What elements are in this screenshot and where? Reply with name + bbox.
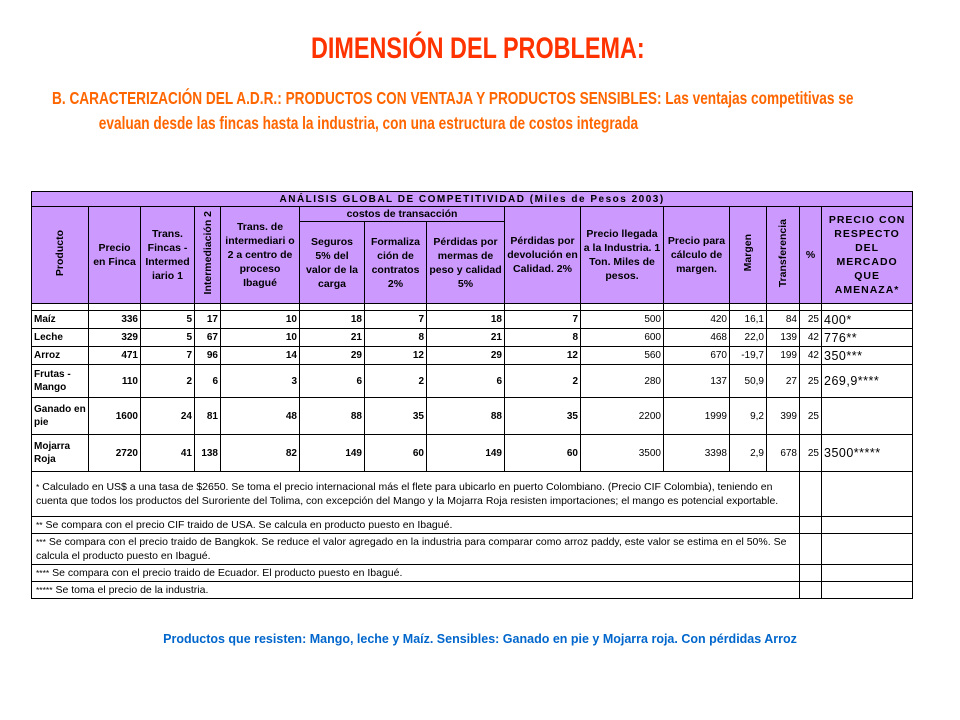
- col-header-transferencia: Transferencia: [777, 218, 789, 288]
- footnote-text: Se compara con el precio traido de Bangkok. Se reduce el valor agregado en la industria para comparar como arroz paddy, este valor se estima en el 50%. Se calcula el producto puesto en Ibagué.: [36, 536, 787, 562]
- cell-trans-intermediario: 10: [221, 311, 300, 329]
- col-header-trans-fincas: Trans. Fincas - Intermed iario 1: [141, 207, 195, 304]
- footnote-text: Se compara con el precio traido de Ecuador. El producto puesto en Ibagué.: [52, 567, 403, 579]
- cell-intermediacion: 96: [195, 347, 221, 365]
- cell-producto: Frutas - Mango: [32, 365, 89, 398]
- subtitle-line-1: B. CARACTERIZACIÓN DEL A.D.R.: PRODUCTOS CON VENTAJA Y PRODUCTOS SENSIBLES: Las ventajas competitivas se: [52, 88, 854, 108]
- cell-precio-finca: 2720: [89, 435, 141, 472]
- empty-cell: [822, 582, 913, 599]
- cell-intermediacion: 17: [195, 311, 221, 329]
- cell-margen: 50,9: [730, 365, 767, 398]
- cell-perdidas-mermas: 149: [427, 435, 505, 472]
- cell-perdidas-mermas: 21: [427, 329, 505, 347]
- cell-margen: 9,2: [730, 398, 767, 435]
- col-header-precio-mercado: PRECIO CON RESPECTO DEL MERCADO QUE AMENAZA*: [822, 207, 913, 304]
- cell-seguros: 6: [300, 365, 365, 398]
- cell-intermediacion: 138: [195, 435, 221, 472]
- footnote-row: [32, 517, 913, 534]
- cell-perdidas-mermas: 18: [427, 311, 505, 329]
- cell-transferencia: 199: [767, 347, 800, 365]
- col-header-perdidas-devolucion: Pérdidas por devolución en Calidad. 2%: [505, 207, 581, 304]
- cell-pct: 25: [800, 311, 822, 329]
- cell-perdidas-mermas: 29: [427, 347, 505, 365]
- cell-precio-industria: 500: [581, 311, 664, 329]
- cell-seguros: 149: [300, 435, 365, 472]
- col-header-formalizacion: Formaliza ción de contratos 2%: [365, 222, 427, 304]
- page-title: DIMENSIÓN DEL PROBLEMA:: [310, 32, 645, 65]
- cell-seguros: 18: [300, 311, 365, 329]
- col-header-pct: %: [800, 207, 822, 304]
- footnote-marker: ***: [36, 537, 46, 547]
- footnote-marker: **: [36, 520, 43, 530]
- cell-producto: Mojarra Roja: [32, 435, 89, 472]
- cell-precio-margen: 1999: [664, 398, 730, 435]
- cell-seguros: 21: [300, 329, 365, 347]
- empty-cell: [800, 534, 822, 565]
- col-header-trans-intermediario: Trans. de intermediari o 2 a centro de proceso Ibagué: [221, 207, 300, 304]
- cell-precio-industria: 280: [581, 365, 664, 398]
- table-banner: ANÁLISIS GLOBAL DE COMPETITIVIDAD (Miles de Pesos 2003): [32, 192, 913, 207]
- cell-perdidas-mermas: 88: [427, 398, 505, 435]
- cell-precio-industria: 560: [581, 347, 664, 365]
- cell-margen: 16,1: [730, 311, 767, 329]
- cell-formalizacion: 60: [365, 435, 427, 472]
- footnote-text: Calculado en US$ a una tasa de $2650. Se toma el precio internacional más el flete para ubicarlo en puerto Colombiano. (Precio CIF Colombia), teniendo en cuenta que todos los productos del Suroriente del Tolima, con excepción del Mango y la Mojarra Roja resisten importaciones; el mango es potencial exportable.: [36, 481, 779, 507]
- cell-formalizacion: 12: [365, 347, 427, 365]
- cell-trans-fincas: 5: [141, 311, 195, 329]
- footnote-row: [32, 565, 913, 582]
- cell-precio-finca: 1600: [89, 398, 141, 435]
- cell-trans-fincas: 41: [141, 435, 195, 472]
- cell-intermediacion: 67: [195, 329, 221, 347]
- page-subtitle: [52, 86, 887, 136]
- cell-precio-mercado: 776**: [822, 329, 913, 347]
- table-row: [32, 329, 913, 347]
- footnote-row: [32, 582, 913, 599]
- cell-trans-intermediario: 10: [221, 329, 300, 347]
- col-header-producto: Producto: [54, 229, 66, 277]
- cell-perdidas-devolucion: 7: [505, 311, 581, 329]
- col-header-precio-industria: Precio llegada a la Industria. 1 Ton. Miles de pesos.: [581, 207, 664, 304]
- cell-pct: 42: [800, 329, 822, 347]
- empty-cell: [822, 565, 913, 582]
- cell-producto: Leche: [32, 329, 89, 347]
- cell-perdidas-devolucion: 8: [505, 329, 581, 347]
- cell-pct: 25: [800, 398, 822, 435]
- cell-pct: 25: [800, 365, 822, 398]
- cell-transferencia: 139: [767, 329, 800, 347]
- table-row: [32, 435, 913, 472]
- cell-precio-mercado: 3500*****: [822, 435, 913, 472]
- cell-producto: Ganado en pie: [32, 398, 89, 435]
- cell-perdidas-devolucion: 60: [505, 435, 581, 472]
- cell-perdidas-devolucion: 2: [505, 365, 581, 398]
- cell-trans-intermediario: 3: [221, 365, 300, 398]
- empty-cell: [822, 472, 913, 517]
- cell-transferencia: 84: [767, 311, 800, 329]
- cell-intermediacion: 81: [195, 398, 221, 435]
- cell-seguros: 29: [300, 347, 365, 365]
- footnote-text: Se compara con el precio CIF traido de USA. Se calcula en producto puesto en Ibagué.: [45, 519, 453, 531]
- empty-cell: [800, 582, 822, 599]
- cell-perdidas-devolucion: 35: [505, 398, 581, 435]
- cell-seguros: 88: [300, 398, 365, 435]
- empty-cell: [800, 517, 822, 534]
- cell-transferencia: 678: [767, 435, 800, 472]
- table-row: [32, 365, 913, 398]
- cell-trans-fincas: 2: [141, 365, 195, 398]
- cell-precio-mercado: 350***: [822, 347, 913, 365]
- cell-pct: 42: [800, 347, 822, 365]
- cell-formalizacion: 2: [365, 365, 427, 398]
- cell-producto: Maíz: [32, 311, 89, 329]
- cell-precio-margen: 420: [664, 311, 730, 329]
- cell-precio-mercado: [822, 398, 913, 435]
- cell-precio-finca: 329: [89, 329, 141, 347]
- footnote-row: [32, 534, 913, 565]
- footnote-row: [32, 472, 913, 517]
- conclusion-footer: Productos que resisten: Mango, leche y Maíz. Sensibles: Ganado en pie y Mojarra roja. Con pérdidas Arroz: [163, 632, 797, 646]
- table-row: [32, 347, 913, 365]
- cell-precio-industria: 2200: [581, 398, 664, 435]
- empty-cell: [800, 565, 822, 582]
- footnote-marker: *: [36, 482, 40, 492]
- cell-margen: 22,0: [730, 329, 767, 347]
- cell-precio-margen: 468: [664, 329, 730, 347]
- col-header-seguros: Seguros 5% del valor de la carga: [300, 222, 365, 304]
- cell-trans-intermediario: 14: [221, 347, 300, 365]
- cell-precio-mercado: 400*: [822, 311, 913, 329]
- cell-trans-intermediario: 82: [221, 435, 300, 472]
- footnote-text: Se toma el precio de la industria.: [55, 584, 209, 596]
- cell-precio-industria: 3500: [581, 435, 664, 472]
- col-header-precio-margen: Precio para cálculo de margen.: [664, 207, 730, 304]
- empty-cell: [800, 472, 822, 517]
- cell-producto: Arroz: [32, 347, 89, 365]
- cell-precio-finca: 336: [89, 311, 141, 329]
- cell-precio-industria: 600: [581, 329, 664, 347]
- cell-precio-finca: 471: [89, 347, 141, 365]
- cell-precio-margen: 3398: [664, 435, 730, 472]
- cell-precio-margen: 670: [664, 347, 730, 365]
- empty-cell: [822, 534, 913, 565]
- cell-formalizacion: 8: [365, 329, 427, 347]
- subtitle-line-2: evaluan desde las fincas hasta la industria, con una estructura de costos integrada: [98, 113, 639, 133]
- cell-perdidas-mermas: 6: [427, 365, 505, 398]
- col-header-perdidas-mermas: Pérdidas por mermas de peso y calidad 5%: [427, 222, 505, 304]
- cell-trans-fincas: 5: [141, 329, 195, 347]
- cell-transferencia: 27: [767, 365, 800, 398]
- cell-margen: -19,7: [730, 347, 767, 365]
- cell-perdidas-devolucion: 12: [505, 347, 581, 365]
- cell-trans-intermediario: 48: [221, 398, 300, 435]
- cell-margen: 2,9: [730, 435, 767, 472]
- cell-trans-fincas: 7: [141, 347, 195, 365]
- footnote-marker: *****: [36, 585, 53, 595]
- cell-formalizacion: 35: [365, 398, 427, 435]
- col-header-intermediacion: Intermediación 2: [201, 211, 214, 295]
- cell-pct: 25: [800, 435, 822, 472]
- cell-formalizacion: 7: [365, 311, 427, 329]
- cell-precio-finca: 110: [89, 365, 141, 398]
- table-row: [32, 398, 913, 435]
- cell-precio-mercado: 269,9****: [822, 365, 913, 398]
- empty-cell: [822, 517, 913, 534]
- cell-intermediacion: 6: [195, 365, 221, 398]
- cell-transferencia: 399: [767, 398, 800, 435]
- cell-precio-margen: 137: [664, 365, 730, 398]
- footnote-marker: ****: [36, 568, 50, 578]
- table-row: [32, 311, 913, 329]
- col-header-precio-finca: Precio en Finca: [89, 207, 141, 304]
- cell-trans-fincas: 24: [141, 398, 195, 435]
- competitiveness-table: [31, 191, 913, 599]
- col-header-margen: Margen: [742, 234, 754, 272]
- group-header-costos: costos de transacción: [300, 207, 505, 222]
- spacer-row: [32, 304, 913, 311]
